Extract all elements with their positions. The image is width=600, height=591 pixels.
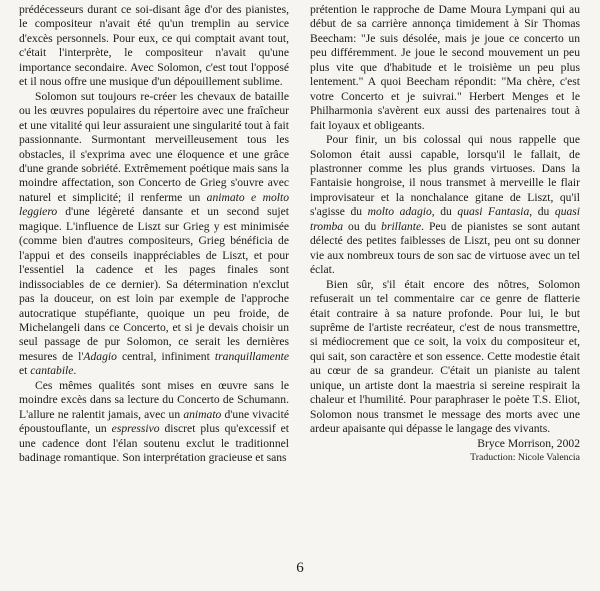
left-paragraph-3 <box>19 379 289 466</box>
italic-term: quasi Fantasia <box>457 205 530 219</box>
text-run: ou du <box>343 219 382 233</box>
translation-credit: Traduction: Nicole Valencia <box>470 452 580 464</box>
right-column <box>310 3 580 466</box>
text-run: , du <box>431 205 458 219</box>
left-column <box>19 3 289 466</box>
italic-term: Adagio <box>83 349 117 363</box>
right-paragraph-1: prétention le rapproche de Dame Moura Lympani qui au début de sa carrière annonça timidement à Sir Thomas Beecham: "Je suis désolée, mais je joue ce concerto un peu différemment. Je joue le second mouvement un peu plus vite que d'habitude et le troisième un peu plus lentement." A quoi Beecham répondit: "Ma chère, c'est votre Concerto et je suivrai." Herbert Menges et le Philharmonia s'avèrent eux aussi des partenaires tout à fait loyaux et obligeants. <box>310 3 580 132</box>
text-run: et <box>19 364 31 378</box>
italic-term: brillante <box>381 219 422 233</box>
left-paragraph-2 <box>19 90 289 379</box>
text-run: discret plus qu'excessif et une cadence dont l'élan soutenu exclut le traditionnel badinage romantique. Son interprétation gracieuse et sans <box>19 422 290 465</box>
text-run: . <box>73 364 77 378</box>
text-run: central, infiniment <box>116 349 215 363</box>
page-number: 6 <box>296 560 304 576</box>
text-run: Ces mêmes qualités sont mises en œuvre sans le moindre excès dans sa lecture du Concerto de Schumann. L'allure ne ralentit jamais, avec un <box>19 378 289 421</box>
text-run: . Peu de pianistes se sont autant délecté des petites faiblesses de Liszt, peu ont su donner vie aux nombreux tours de son sac de virtuose avec un tel éclat. <box>310 219 580 277</box>
text-run: Solomon sut toujours re-créer les chevaux de bataille ou les œuvres populaires du répertoire avec une fraîcheur et une vitalité qui leur assuraient une singularité tout à fait passionnante. Surmontant merveilleusement tous les obstacles, il s'exprima avec une éloquence et une grâce d'une grande sobriété. Extrêmement poétique mais sans la moindre affectation, son Concerto de Grieg s'ouvre avec naturel et simplicité; il renferme un <box>19 89 289 204</box>
text-run: Pour finir, un bis colossal qui nous rappelle que Solomon était aussi capable, lorsqu'il le fallait, de plastronner comme les plus grands virtuoses. Dans la Fantaisie hongroise, il nous transmet à merveille le flair improvisateur et la nonchalance gitane de Liszt, qu'il s'agisse du <box>310 133 580 219</box>
italic-term: animato e molto leggiero <box>19 190 289 219</box>
right-paragraph-2 <box>310 133 580 278</box>
text-run: d'une légèreté dansante et un second sujet magique. L'influence de Liszt sur Grieg y est minimisée (comme bien d'autres compositeurs, Grieg bénéficia de l'appui et des conseils inappréciables de Liszt, et pour l'essentiel la cadence et les pages finales sont indissociables de ce dernier). Sa détermination n'exclut pas la douceur, on est loin par exemple de l'approche autocratique stupéfiante, quoique un peu froide, de Michelangeli dans ce Concerto, et si je devais choisir un seul passage de pur Solomon, ce serait les dernières mesures de l' <box>19 205 289 363</box>
italic-term: animato <box>183 407 222 421</box>
italic-term: cantabile <box>30 364 74 378</box>
italic-term: quasi tromba <box>310 205 581 233</box>
author-signature: Bryce Morrison, 2002 <box>477 436 580 450</box>
italic-term: molto adagio <box>367 205 432 219</box>
text-run: d'une vivacité époustouflante, un <box>19 407 289 436</box>
right-paragraph-3: Bien sûr, s'il était encore des nôtres, Solomon refuserait un tel commentaire car ce genre de flatterie était contraire à sa nature profonde. Pour lui, le but suprême de l'artiste recréateur, c'est de nous transmettre, si médiocrement que ce soit, la voix du compositeur et, qui sait, son caractère et son essence. Cette modestie était au cœur de sa grandeur. C'était un pianiste au talent unique, un artiste dont la maestria si sereine respirait la chaleur et l'humilité. Pour paraphraser le poète T.S. Eliot, Solomon nous transmet le message des morts avec une ardeur apaisante qui dépasse le langage des vivants. <box>310 277 580 436</box>
italic-term: tranquillamente <box>214 349 289 363</box>
text-run: , du <box>529 205 555 219</box>
italic-term: espressivo <box>111 422 160 436</box>
left-paragraph-1: prédécesseurs durant ce soi-disant âge d'or des pianistes, le compositeur n'avait été qu'un tremplin au service d'excès personnels. Pour eux, ce qui comptait avant tout, c'était l'interprète, le compositeur n'avait qu'une importance secondaire. Avec Solomon, c'est tout l'opposé et il nous offre une musique d'un dépouillement sublime. <box>19 3 289 89</box>
